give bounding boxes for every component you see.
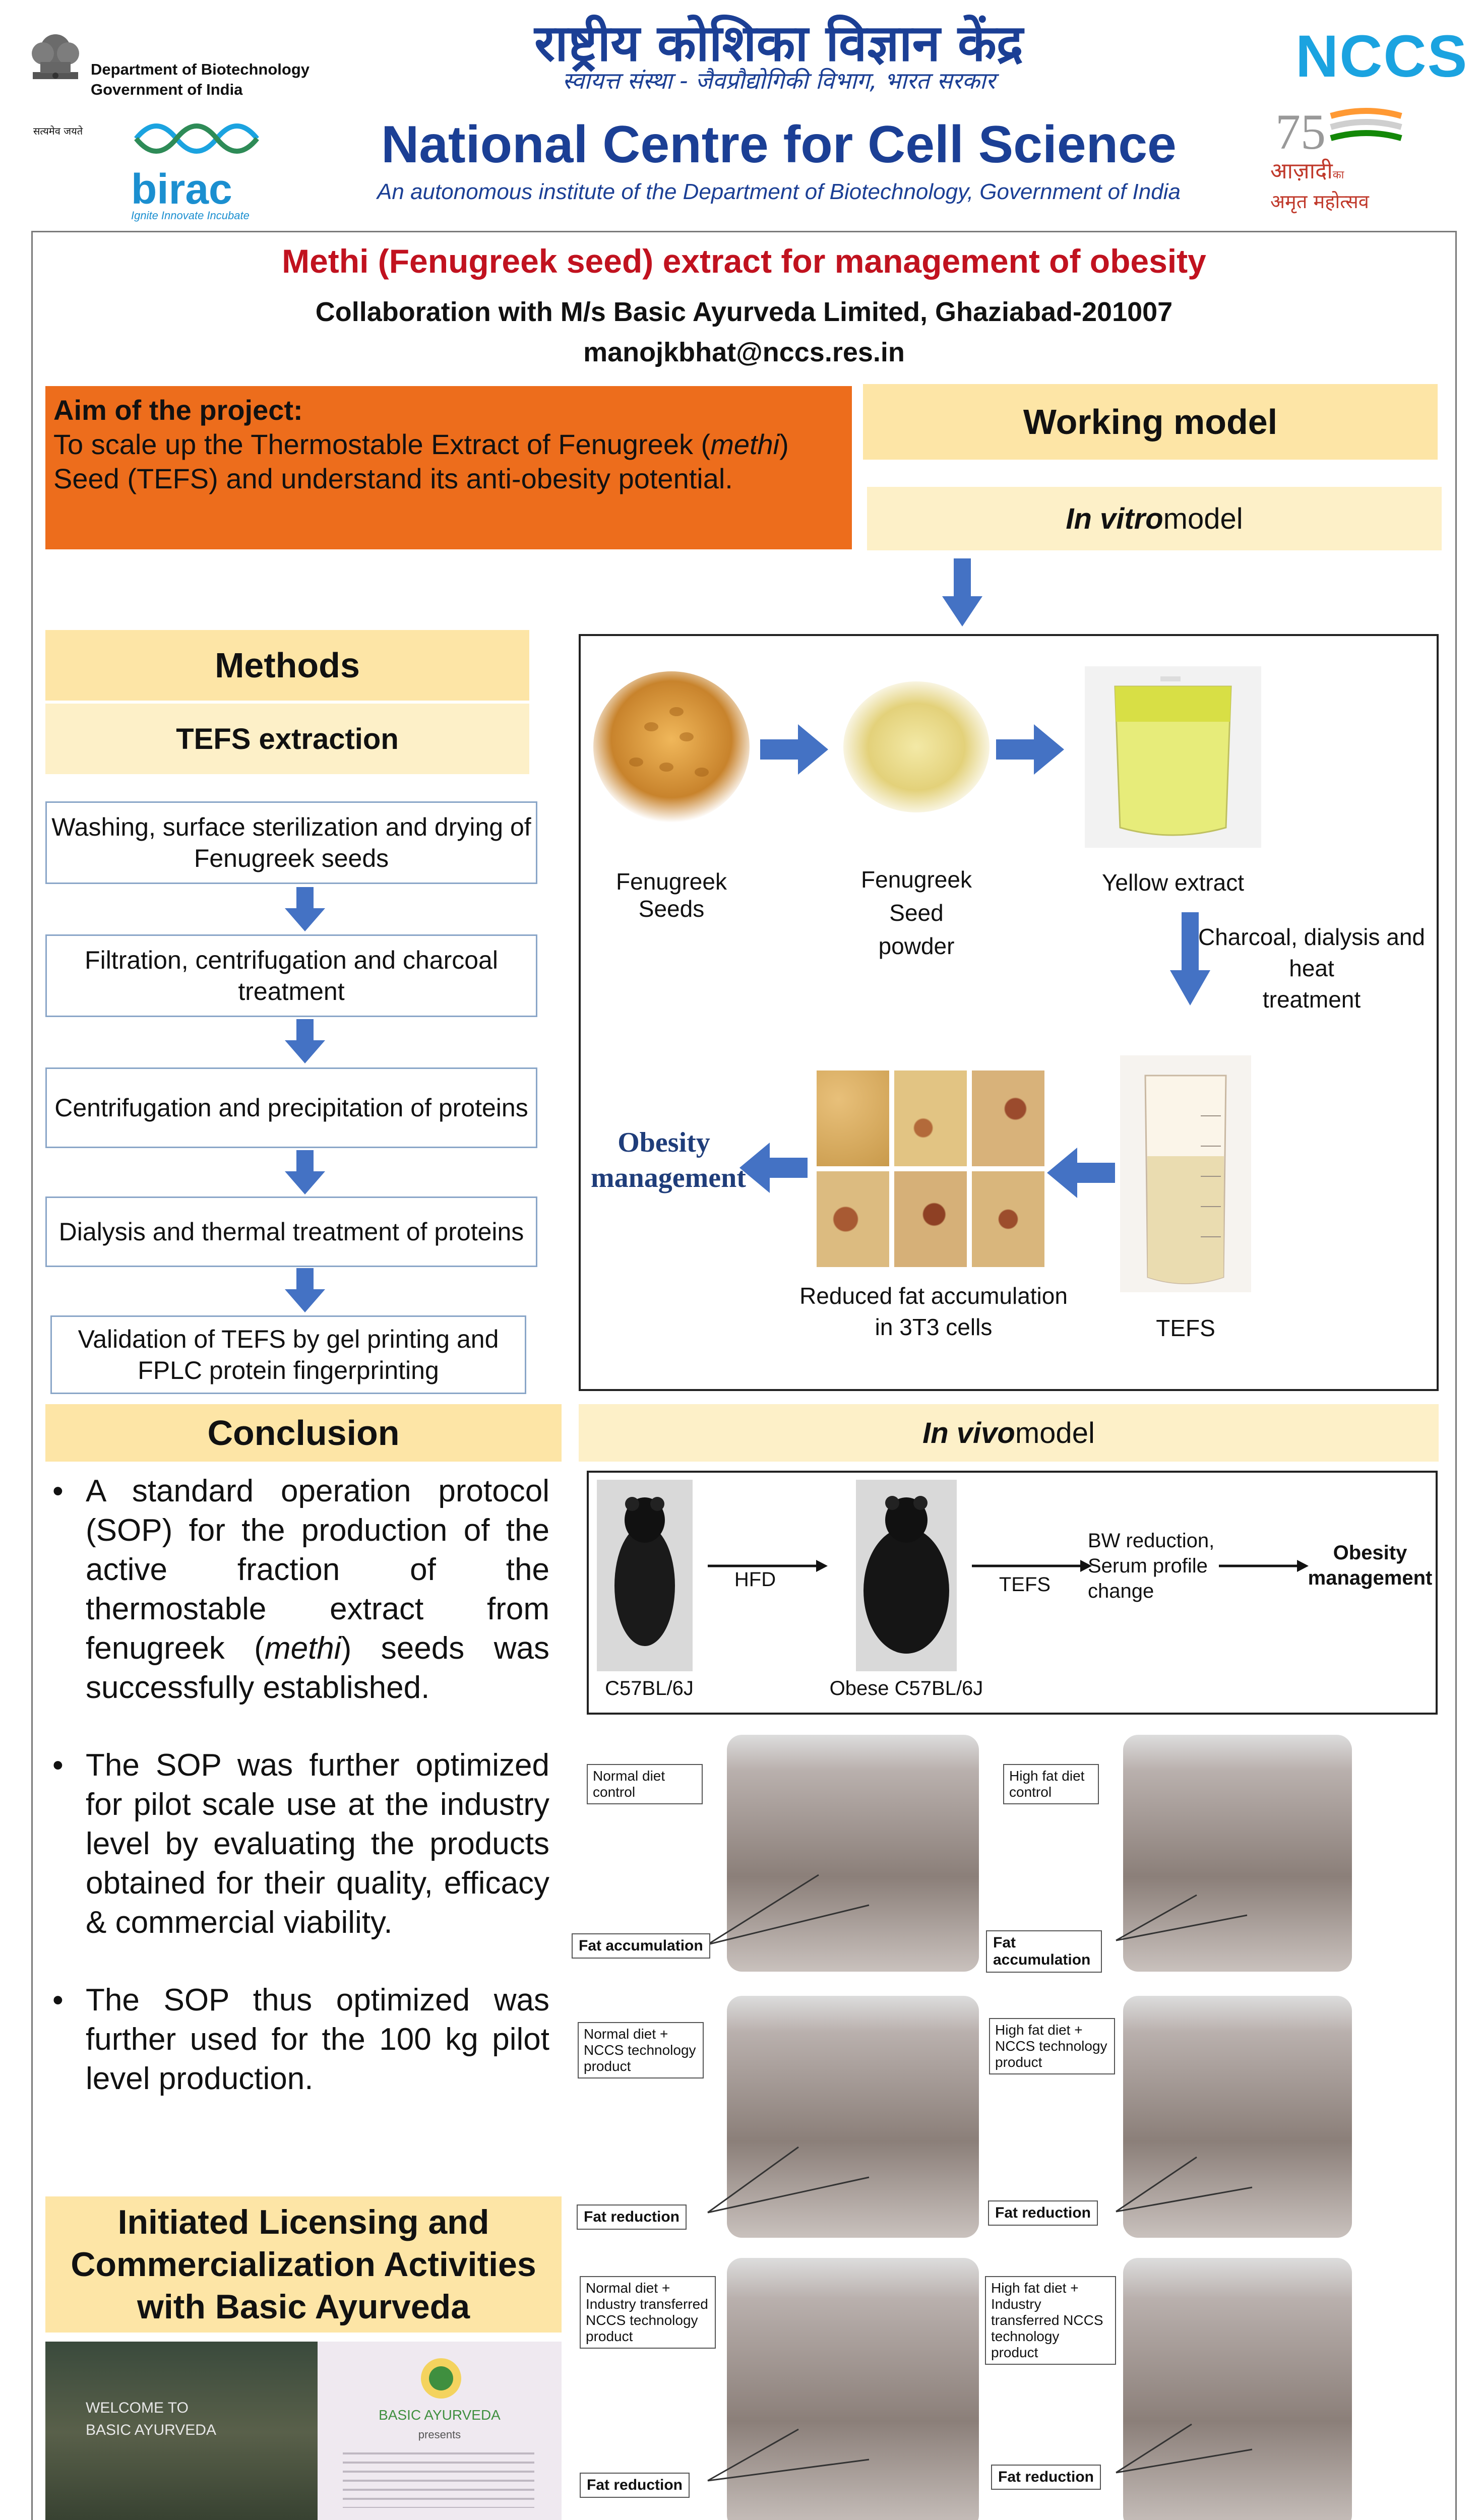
micrograph-image: [972, 1171, 1044, 1267]
birac-logo: [126, 111, 267, 222]
hindi-title: राष्ट्रीय कोशिका विज्ञान केंद्र: [534, 14, 1023, 73]
down-arrow-icon: [282, 1150, 328, 1195]
methods-heading: Methods: [45, 630, 529, 701]
group-label: Normal diet control: [587, 1764, 703, 1804]
basic-ayurveda-logo-icon: [418, 2356, 464, 2401]
down-arrow-icon: [282, 1268, 328, 1313]
micrograph-image: [894, 1171, 967, 1267]
conclusion-list: [45, 1472, 549, 2137]
in-vitro-panel: [579, 634, 1439, 1391]
fat-callout: Fat reduction: [577, 2204, 687, 2230]
left-arrow-icon: [737, 1140, 808, 1195]
fat-callout: Fat reduction: [580, 2473, 690, 2498]
micrograph-image: [972, 1070, 1044, 1166]
down-arrow-icon: [282, 1019, 328, 1064]
flag-75-icon: [1270, 101, 1406, 156]
fat-callout: Fat accumulation: [986, 1930, 1102, 1973]
method-step-5: Validation of TEFS by gel printing and FPLC protein fingerprinting: [50, 1315, 526, 1394]
caption-yellow-extract: Yellow extract: [1101, 869, 1245, 896]
c57bl-mouse-image: [597, 1480, 693, 1671]
azadi-ka-amrit-mahotsav-logo: 75 आज़ादीका अमृत महोत्सव: [1270, 101, 1406, 207]
hfd-label: HFD: [734, 1568, 776, 1591]
caption-tefs: TEFS: [1156, 1315, 1215, 1341]
method-step-3: Centrifugation and precipitation of proteins: [45, 1067, 537, 1148]
conclusion-bullet-2: • The SOP was further optimized for pilot scale use at the industry level by evaluating the products obtained for their quality, efficacy & commercial viability.: [45, 1746, 549, 1942]
obesity-management-label: Obesity management: [591, 1127, 746, 1193]
mouse-strain-label: C57BL/6J: [605, 1677, 694, 1699]
caption-powder: Fenugreek Seed powder: [861, 866, 972, 959]
right-arrow-icon: [708, 1558, 829, 1573]
brand-text: BASIC AYURVEDA: [379, 2407, 501, 2423]
birac-tagline: Ignite Innovate Incubate: [131, 209, 250, 222]
basic-ayurveda-website-image: [45, 2342, 562, 2520]
right-arrow-icon: [972, 1558, 1093, 1573]
ashoka-emblem-icon: [20, 24, 91, 105]
yellow-extract-beaker-image: [1085, 666, 1261, 848]
callout-lines: [587, 1724, 1439, 2520]
aim-heading: Aim of the project:: [53, 394, 303, 426]
tefs-extraction-heading: TEFS extraction: [45, 704, 529, 774]
fenugreek-seeds-image: [591, 666, 752, 828]
aim-box: [45, 386, 852, 549]
hindi-subtitle: स्वायत्त संस्था - जैवप्रौद्योगिकी विभाग, भारत सरकार: [562, 67, 996, 94]
micrograph-image: [817, 1171, 889, 1267]
licensing-heading: Initiated Licensing and Commercialization Activities with Basic Ayurveda: [45, 2196, 562, 2333]
group-label: High fat diet + Industry transferred NCCS technology product: [985, 2276, 1116, 2365]
presents-text: presents: [418, 2428, 461, 2441]
right-arrow-icon: [760, 722, 831, 777]
method-step-4: Dialysis and thermal treatment of proteins: [45, 1196, 537, 1267]
dna-icon: [126, 111, 267, 166]
fat-callout: Fat reduction: [991, 2465, 1101, 2490]
in-vivo-panel: [587, 1471, 1438, 1715]
obesity-management-outcome: Obesity management: [1308, 1542, 1433, 1589]
conclusion-heading: Conclusion: [45, 1404, 562, 1462]
nccs-logo: NCCS: [1295, 23, 1468, 90]
poster-title: Methi (Fenugreek seed) extract for management of obesity: [282, 242, 1206, 280]
right-arrow-icon: [996, 722, 1067, 777]
working-model-heading: Working model: [863, 384, 1438, 460]
group-label: High fat diet control: [1003, 1764, 1099, 1804]
group-label: Normal diet + Industry transferred NCCS technology product: [580, 2276, 716, 2349]
svg-text:75: 75: [1275, 104, 1326, 156]
dbt-label: Department of Biotechnology Government of India: [91, 60, 310, 98]
tefs-treatment-label: TEFS: [999, 1573, 1051, 1596]
obese-mouse-image: [856, 1480, 957, 1671]
caption-seeds: Fenugreek Seeds: [616, 868, 727, 922]
caption-treatment: Charcoal, dialysis and heat treatment: [1198, 924, 1425, 1013]
micrograph-image: [894, 1070, 967, 1166]
emblem-motto: सत्यमेव जयते: [33, 125, 83, 137]
caption-reduced-fat: Reduced fat accumulation in 3T3 cells: [799, 1283, 1068, 1340]
contact-email[interactable]: manojkbhat@nccs.res.in: [583, 337, 905, 367]
aim-text: To scale up the Thermostable Extract of Fenugreek (methi) Seed (TEFS) and understand its anti-obesity potential.: [53, 428, 789, 494]
down-arrow-icon: [282, 887, 328, 932]
left-arrow-icon: [1044, 1145, 1115, 1201]
institute-name: National Centre for Cell Science: [381, 115, 1177, 174]
in-vivo-model-heading: In vivo model: [579, 1404, 1439, 1462]
micrograph-image: [817, 1070, 889, 1166]
bw-reduction-label: BW reduction, Serum profile change: [1088, 1530, 1215, 1602]
obese-mouse-label: Obese C57BL/6J: [829, 1677, 983, 1699]
group-label: Normal diet + NCCS technology product: [578, 2022, 704, 2078]
fat-callout: Fat reduction: [988, 2200, 1098, 2226]
website-body-text-placeholder: [343, 2452, 534, 2508]
birac-wordmark: birac: [131, 165, 232, 213]
fat-callout: Fat accumulation: [572, 1933, 710, 1959]
tefs-tube-image: [1120, 1055, 1251, 1292]
conclusion-bullet-1: • A standard operation protocol (SOP) for the production of the active fraction of the thermostable extract from fenugreek (methi) seeds was successfully established.: [45, 1472, 549, 1708]
group-label: High fat diet + NCCS technology product: [989, 2018, 1115, 2074]
collaboration-line: Collaboration with M/s Basic Ayurveda Limited, Ghaziabad-201007: [315, 297, 1173, 327]
3t3-cells-micrographs: [817, 1070, 1044, 1267]
down-arrow-icon: [940, 558, 985, 629]
in-vitro-model-heading: In vitro model: [867, 487, 1442, 550]
method-step-2: Filtration, centrifugation and charcoal treatment: [45, 934, 537, 1017]
conclusion-bullet-3: • The SOP thus optimized was further used for the 100 kg pilot level production.: [45, 1981, 549, 2099]
right-arrow-icon: [1219, 1558, 1310, 1573]
fenugreek-powder-image: [841, 661, 992, 817]
welcome-text: WELCOME TO BASIC AYURVEDA: [86, 2400, 216, 2438]
institute-subtitle: An autonomous institute of the Department of Biotechnology, Government of India: [377, 179, 1181, 204]
method-step-1: Washing, surface sterilization and drying of Fenugreek seeds: [45, 801, 537, 884]
